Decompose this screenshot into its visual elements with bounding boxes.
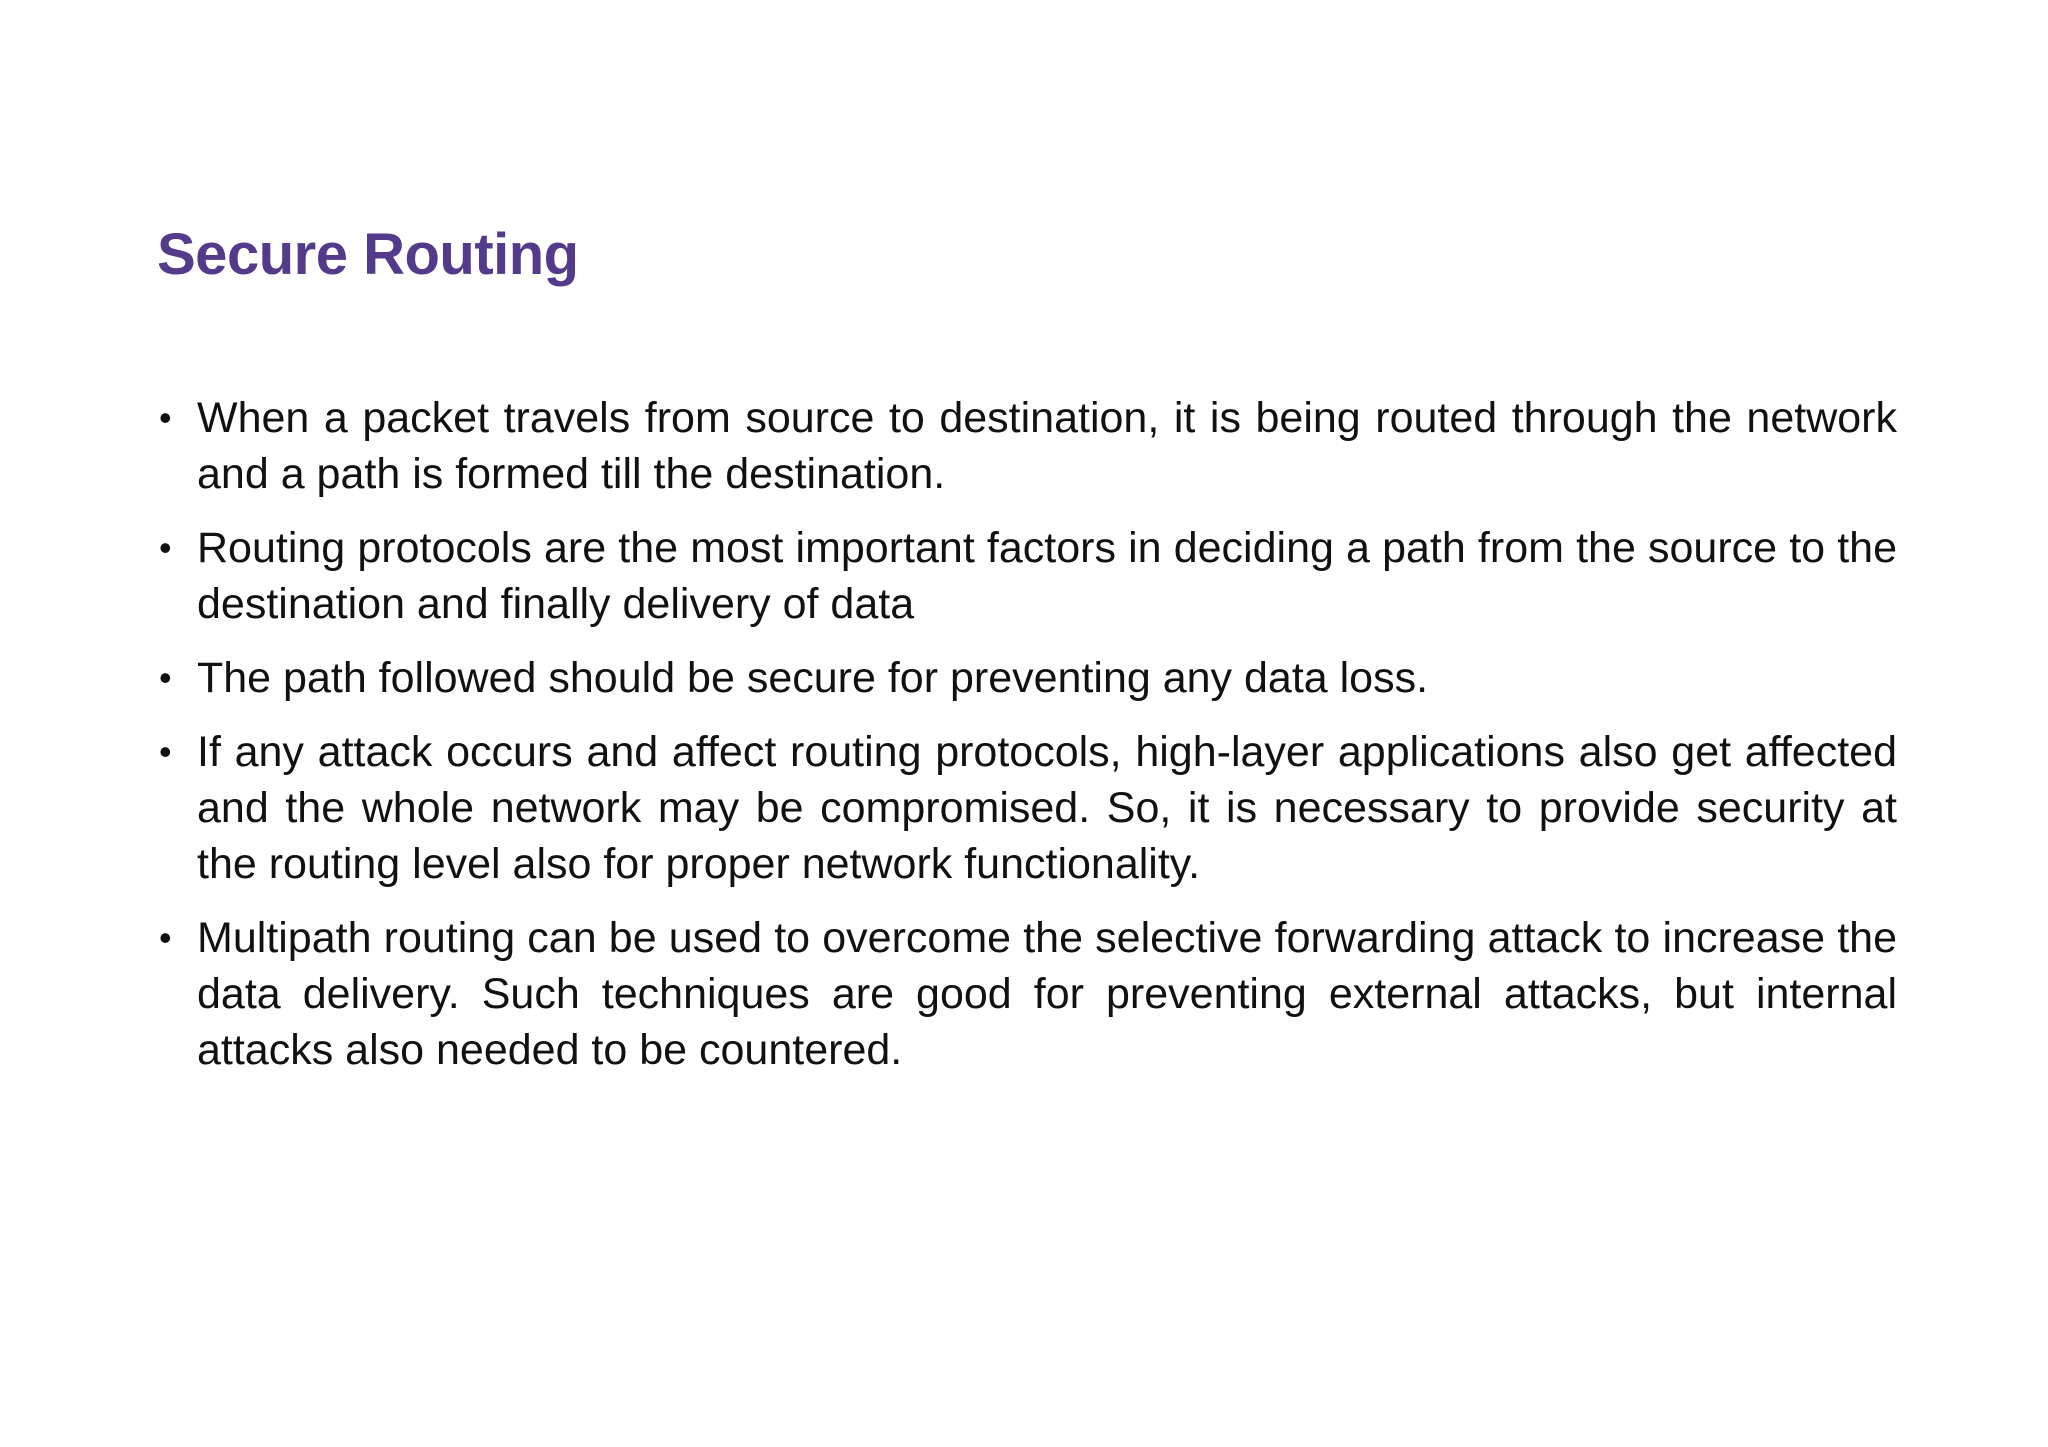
bullet-dot-icon: • (159, 917, 172, 958)
bullet-text: If any attack occurs and affect routing protocols, high-layer applications also get affected and the whole network may be compromised. So, it is necessary to provide security at the routing level also for proper network functionality. (197, 728, 1897, 888)
bullet-item (157, 520, 1897, 632)
bullet-dot-icon: • (159, 731, 172, 772)
bullet-item (157, 724, 1897, 892)
bullet-text: Routing protocols are the most important factors in deciding a path from the source to the destination and finally delivery of data (197, 524, 1897, 628)
bullet-list (157, 390, 1897, 1096)
bullet-item (157, 390, 1897, 502)
bullet-text: The path followed should be secure for preventing any data loss. (197, 654, 1429, 702)
bullet-item (157, 650, 1897, 706)
bullet-item (157, 910, 1897, 1078)
bullet-dot-icon: • (159, 527, 172, 568)
bullet-text: Multipath routing can be used to overcome the selective forwarding attack to increase the data delivery. Such techniques are good for preventing external attacks, but internal attacks also needed to be countered. (197, 914, 1897, 1074)
bullet-text: When a packet travels from source to destination, it is being routed through the network and a path is formed till the destination. (197, 394, 1897, 498)
bullet-dot-icon: • (159, 657, 172, 698)
bullet-dot-icon: • (159, 397, 172, 438)
slide-title: Secure Routing (157, 222, 579, 287)
